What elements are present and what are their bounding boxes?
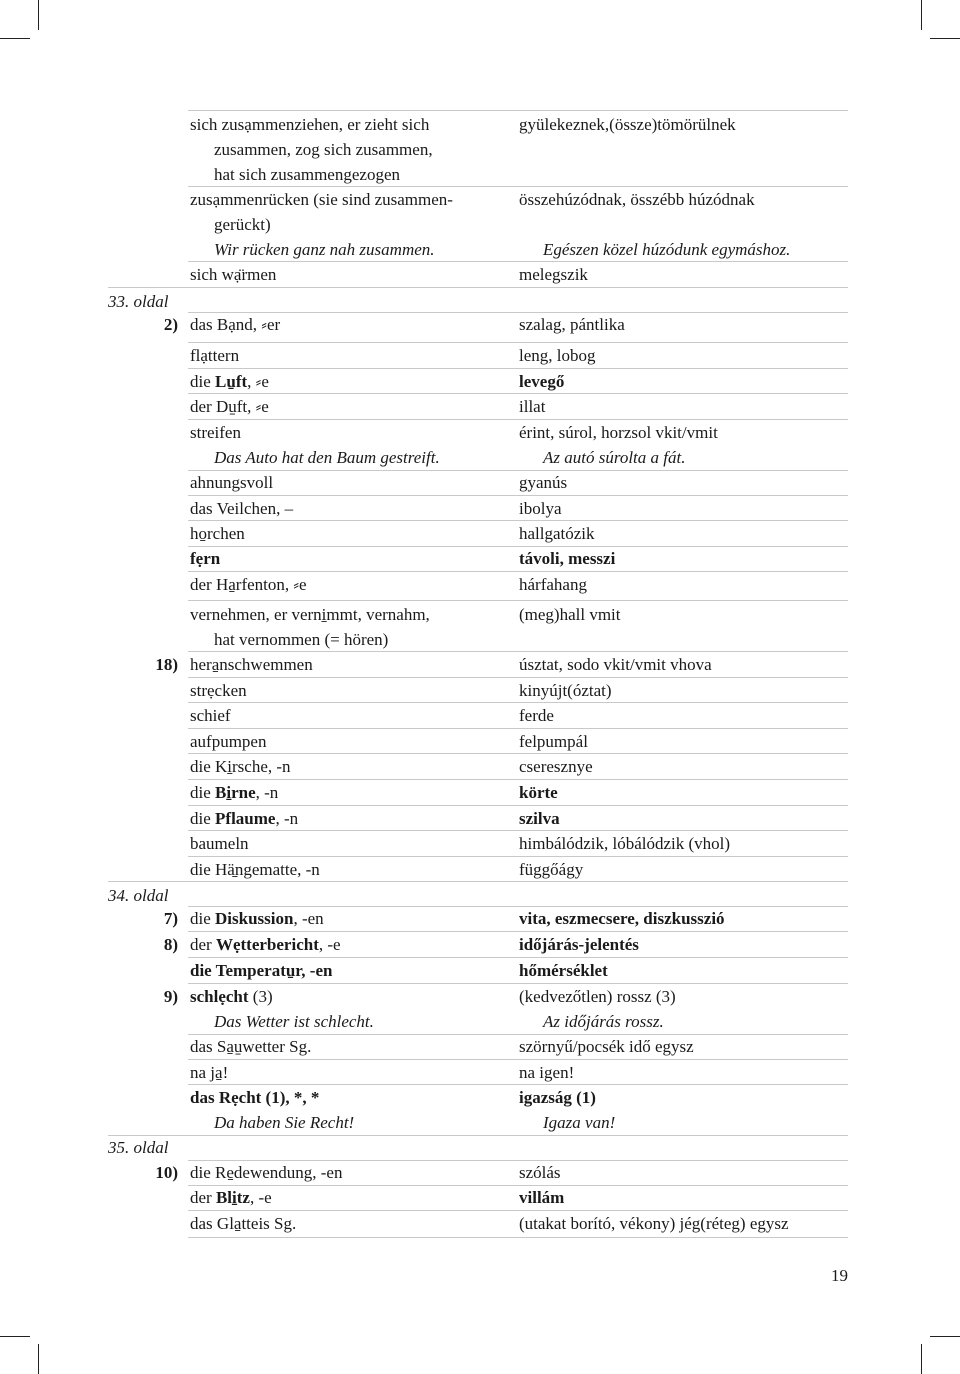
table-rule xyxy=(188,1160,848,1161)
hungarian-translation: gyülekeznek,(össze)tömörülnek xyxy=(519,115,736,134)
german-term: hat vernommen (= hören) xyxy=(214,630,389,649)
table-rule xyxy=(188,470,848,471)
hungarian-translation: cseresznye xyxy=(519,757,593,776)
page-reference: 34. oldal xyxy=(108,886,169,905)
hungarian-translation: Az időjárás rossz. xyxy=(543,1012,664,1031)
vocab-row xyxy=(0,237,960,262)
hungarian-translation: leng, lobog xyxy=(519,346,596,365)
table-rule xyxy=(188,957,848,958)
german-term: der Bli̱tz, -e xyxy=(190,1188,272,1207)
vocab-row xyxy=(0,780,960,805)
german-term: die Temperatu̱r, -en xyxy=(190,961,333,980)
german-term: streifen xyxy=(190,423,241,442)
table-rule xyxy=(188,342,848,343)
vocab-row xyxy=(0,958,960,983)
german-term: die Pflaume, -n xyxy=(190,809,299,828)
page-number: 19 xyxy=(831,1266,848,1285)
table-rule xyxy=(188,1034,848,1035)
german-term: die Bi̱rne, -n xyxy=(190,783,279,802)
german-term: baumeln xyxy=(190,834,249,853)
hungarian-translation: ferde xyxy=(519,706,554,725)
table-rule xyxy=(188,779,848,780)
hungarian-translation: szörnyű/pocsék idő egysz xyxy=(519,1037,694,1056)
german-term: die Hä̱ngematte, -n xyxy=(190,860,320,879)
table-rule xyxy=(188,1237,848,1238)
german-term: na ja̱! xyxy=(190,1063,229,1082)
german-term: das Sa̱u̱wetter Sg. xyxy=(190,1037,312,1056)
german-term: flạttern xyxy=(190,346,240,365)
vocab-row xyxy=(0,652,960,677)
vocab-row xyxy=(0,906,960,931)
vocab-row xyxy=(0,703,960,728)
german-term: vernehmen, er verni̱mmt, vernahm, xyxy=(190,605,430,624)
vocab-row xyxy=(0,369,960,394)
german-term: das Veilchen, – xyxy=(190,499,294,518)
vocab-row xyxy=(0,1211,960,1236)
hungarian-translation: levegő xyxy=(519,372,565,391)
page-reference: 33. oldal xyxy=(108,292,169,311)
vocab-row xyxy=(0,343,960,368)
german-term: der Ha̱rfenton, ⸗e xyxy=(190,575,307,594)
table-rule xyxy=(188,495,848,496)
german-term: Das Wetter ist schlecht. xyxy=(214,1012,374,1031)
hungarian-translation: Az autó súrolta a fát. xyxy=(543,448,686,467)
vocab-row xyxy=(0,521,960,546)
vocab-row xyxy=(0,445,960,470)
exercise-number: 7) xyxy=(163,909,178,928)
hungarian-translation: szilva xyxy=(519,809,560,828)
german-term: die Ki̱rsche, -n xyxy=(190,757,291,776)
table-rule xyxy=(108,287,848,288)
hungarian-translation: melegszik xyxy=(519,265,588,284)
german-term: das Bạnd, ⸗er xyxy=(190,315,281,334)
vocab-row xyxy=(0,1185,960,1210)
table-rule xyxy=(188,261,848,262)
vocab-row xyxy=(0,1110,960,1135)
table-rule xyxy=(188,931,848,932)
table-rule xyxy=(108,881,848,882)
german-term: strẹcken xyxy=(190,681,247,700)
german-term: zusạmmenrücken (sie sind zusammen- xyxy=(190,190,453,209)
german-term: ahnungsvoll xyxy=(190,473,274,492)
vocab-row xyxy=(0,394,960,419)
vocab-row xyxy=(0,162,960,187)
hungarian-translation: időjárás-jelentés xyxy=(519,935,639,954)
table-rule xyxy=(188,571,848,572)
hungarian-translation: Igaza van! xyxy=(543,1113,616,1132)
hungarian-translation: ibolya xyxy=(519,499,562,518)
table-rule xyxy=(188,830,848,831)
table-rule xyxy=(188,983,848,984)
exercise-number: 18) xyxy=(155,655,178,674)
hungarian-translation: vita, eszmecsere, diszkusszió xyxy=(519,909,725,928)
table-rule xyxy=(188,1084,848,1085)
vocab-row xyxy=(0,1085,960,1110)
german-term: sich wạ̈rmen xyxy=(190,265,277,284)
german-term: fẹrn xyxy=(190,549,221,568)
table-rule xyxy=(108,1135,848,1136)
section-heading-row xyxy=(0,1135,960,1160)
exercise-number: 2) xyxy=(163,315,178,334)
hungarian-translation: érint, súrol, horzsol vkit/vmit xyxy=(519,423,718,442)
table-rule xyxy=(188,186,848,187)
vocab-row xyxy=(0,932,960,957)
table-rule xyxy=(188,728,848,729)
section-heading-row xyxy=(0,883,960,908)
german-term: Das Auto hat den Baum gestreift. xyxy=(214,448,440,467)
vocab-row xyxy=(0,1009,960,1034)
german-term: schlẹcht (3) xyxy=(190,987,273,1006)
vocab-row xyxy=(0,262,960,287)
hungarian-translation: körte xyxy=(519,783,558,802)
hungarian-translation: függőágy xyxy=(519,860,584,879)
german-term: hat sich zusammengezogen xyxy=(214,165,400,184)
hungarian-translation: hallgatózik xyxy=(519,524,595,543)
table-rule xyxy=(188,368,848,369)
vocab-row xyxy=(0,857,960,882)
german-term: Da haben Sie Recht! xyxy=(214,1113,355,1132)
table-rule xyxy=(188,856,848,857)
hungarian-translation: hőmérséklet xyxy=(519,961,608,980)
table-rule xyxy=(188,546,848,547)
hungarian-translation: távoli, messzi xyxy=(519,549,616,568)
vocab-row xyxy=(0,627,960,652)
vocab-row xyxy=(0,729,960,754)
vocab-row xyxy=(0,546,960,571)
german-term: der Wẹtterbericht, -e xyxy=(190,935,341,954)
vocab-row xyxy=(0,187,960,212)
hungarian-translation: villám xyxy=(519,1188,565,1207)
hungarian-translation: hárfahang xyxy=(519,575,587,594)
vocab-row xyxy=(0,470,960,495)
german-term: hera̱nschwemmen xyxy=(190,655,313,674)
vocab-row xyxy=(0,420,960,445)
hungarian-translation: (kedvezőtlen) rossz (3) xyxy=(519,987,676,1006)
german-term: die Diskussion, -en xyxy=(190,909,324,928)
german-term: der Du̱ft, ⸗e xyxy=(190,397,269,416)
table-rule xyxy=(188,702,848,703)
german-term: ho̱rchen xyxy=(190,524,245,543)
vocab-row xyxy=(0,212,960,237)
german-term: sich zusạmmenziehen, er zieht sich xyxy=(190,115,430,134)
section-heading-row xyxy=(0,289,960,314)
table-rule xyxy=(188,393,848,394)
hungarian-translation: himbálódzik, lóbálódzik (vhol) xyxy=(519,834,731,853)
vocab-row xyxy=(0,806,960,831)
german-term: das Rẹcht (1), *, * xyxy=(190,1088,320,1107)
hungarian-translation: na igen! xyxy=(519,1063,575,1082)
hungarian-translation: igazság (1) xyxy=(519,1088,596,1107)
table-rule xyxy=(188,600,848,601)
vocab-row xyxy=(0,496,960,521)
hungarian-translation: gyanús xyxy=(519,473,568,492)
table-rule xyxy=(188,312,848,313)
german-term: gerückt) xyxy=(214,215,271,234)
table-rule xyxy=(188,520,848,521)
table-rule xyxy=(188,651,848,652)
hungarian-translation: úsztat, sodo vkit/vmit vhova xyxy=(519,655,712,674)
vocab-row xyxy=(0,572,960,597)
table-rule xyxy=(188,753,848,754)
german-term: das Gla̱tteis Sg. xyxy=(190,1214,297,1233)
vocab-row xyxy=(0,602,960,627)
german-term: aufpumpen xyxy=(190,732,267,751)
german-term: schief xyxy=(190,706,231,725)
vocab-row xyxy=(0,1034,960,1059)
hungarian-translation: illat xyxy=(519,397,546,416)
hungarian-translation: kinyújt(óztat) xyxy=(519,681,612,700)
exercise-number: 8) xyxy=(163,935,178,954)
table-rule xyxy=(188,1210,848,1211)
table-rule xyxy=(188,906,848,907)
vocab-row xyxy=(0,984,960,1009)
table-rule xyxy=(188,1059,848,1060)
hungarian-translation: szólás xyxy=(519,1163,561,1182)
vocab-row xyxy=(0,754,960,779)
hungarian-translation: szalag, pántlika xyxy=(519,315,625,334)
exercise-number: 9) xyxy=(163,987,178,1006)
table-rule xyxy=(188,419,848,420)
vocab-row xyxy=(0,831,960,856)
vocab-row xyxy=(0,1160,960,1185)
table-rule xyxy=(188,110,848,111)
vocab-row xyxy=(0,137,960,162)
vocab-row xyxy=(0,1060,960,1085)
hungarian-translation: (meg)hall vmit xyxy=(519,605,621,624)
table-rule xyxy=(188,1185,848,1186)
page-reference: 35. oldal xyxy=(108,1138,169,1157)
german-term: Wir rücken ganz nah zusammen. xyxy=(214,240,435,259)
german-term: zusammen, zog sich zusammen, xyxy=(214,140,433,159)
hungarian-translation: Egészen közel húzódunk egymáshoz. xyxy=(543,240,791,259)
vocab-row xyxy=(0,678,960,703)
german-term: die Lu̱ft, ⸗e xyxy=(190,372,269,391)
hungarian-translation: felpumpál xyxy=(519,732,588,751)
table-rule xyxy=(188,677,848,678)
german-term: die Re̱dewendung, -en xyxy=(190,1163,343,1182)
exercise-number: 10) xyxy=(155,1163,178,1182)
table-rule xyxy=(188,805,848,806)
vocab-row xyxy=(0,112,960,137)
vocab-row xyxy=(0,312,960,337)
hungarian-translation: összehúzódnak, összébb húzódnak xyxy=(519,190,755,209)
hungarian-translation: (utakat borító, vékony) jég(réteg) egysz xyxy=(519,1214,789,1233)
